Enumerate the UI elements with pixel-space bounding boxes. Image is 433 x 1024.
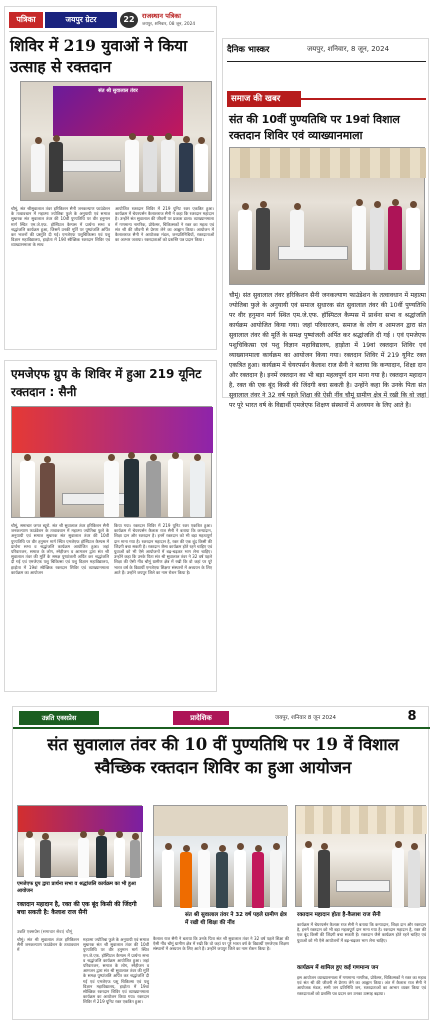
samachar-headline: एमजेएफ ग्रुप के शिविर में हुआ 219 यूनिट रक्तदान : सैनी: [11, 367, 202, 399]
photo-banner-text: संत श्री सुवालाल तंवर: [98, 88, 138, 94]
patrika-body-col1: चौमूं. संत श्रीसुवालाल तंवर हरिकिशन सैनी जनकल्याण फाउंडेशन के तत्वावधान में महात्मा ज्योतिबा फुले के अनुयायी एवं समाज सुधारक संत सुवालाल तंवर की 10वीं पुण्यतिथि पर वीर हनुमान मार्ग स्थित एम.जे.एफ. हॉस्पिटल कैम्पस में प्रार्थना सभा व श्रद्धांजलि कार्यक्रम हुआ, जिसमें उनकी मूर्ति पर पुष्पांजलि अर्पित कर भजनों की प्रस्तुति दी गई। एमजेएफ पशुचिकित्सा एवं पशु विज्ञान महाविद्यालय, हाड़ोता में 19वें स्वैच्छिक रक्तदान शिविर एवं व्याख्यानमाला के साथ: [11, 206, 110, 248]
samachar-photo: [11, 406, 212, 518]
photo-person: [180, 852, 192, 908]
samachar-body-col2: किया गया। रक्तदान शिविर में 219 यूनिट रक्त एकत्रित हुआ। कार्यक्रम में चेयरपर्सन कैलाश राज सैनी ने बताया कि कन्यादान, शिक्षा दान और रक्तदान है। इनमें रक्तदान को भी बड़ा महत्वपूर्ण दान माना गया है। रक्तदान महादान है, रक्त की एक बूंद किसी की जिंदगी बचा सकती है। रक्तदान जैसा कार्यक्रम होते रहने चाहिए एवं युवाओं को भी ऐसे आयोजनों में बढ़-चढ़कर भाग लेना चाहिए। उन्होंने कहा कि उनके पिता संत श्री सुवालाल तंवर ने 32 वर्ष पहले शिक्षा की ऐसी नींव चौमूं ग्रामीण क्षेत्र में रखी कि वो जहां पर पूरे भारत वर्ष के विद्यार्थी एमजेएफ शिक्षण संस्थानों में अध्ययन के लिए आते हैं। उन्होंने जयपुर जिले का नाम रोशन किया है।: [114, 523, 212, 575]
photo-person: [198, 850, 210, 908]
unnati-section-tag: प्रादेशिक: [173, 711, 229, 725]
unnati-body-col1: चौमूं। संत श्री सुवालाल तंवर हरिकिशन सैनी जनकल्याण फाउंडेशन के तत्वावधान में: [17, 937, 79, 953]
photo-person: [124, 459, 139, 517]
photo-person: [290, 210, 304, 250]
patrika-paper-name: राजस्थान पत्रिका: [142, 12, 181, 20]
unnati-caption-1: एमजेएफ ग्रुप द्वारा प्रार्थना सभा व श्रद्धांजलि कार्यक्रम का भी हुआ आयोजन: [17, 881, 136, 894]
photo-tent: [296, 806, 427, 834]
unnati-photo-middle: [153, 805, 287, 907]
unnati-body-col4: कार्यक्रम में चेयरपर्सन कैलाश राज सैनी ने बताया कि कन्यादान, शिक्षा दान और रक्तदान है, इनमें रक्तदान को भी बड़ा महत्वपूर्ण दान माना गया है। रक्तदान महादान है, रक्त की एक बूंद किसी की जिंदगी बचा सकती है। रक्तदान जैसे कार्यक्रम होते रहने चाहिए एवं युवाओं को भी ऐसे आयोजनों में बढ़-चढ़कर भाग लेना चाहिए।: [297, 922, 426, 943]
clip-samachar-jagat: [4, 360, 217, 692]
bhaskar-section-tag: समाज की खबर: [227, 91, 301, 107]
photo-person: [114, 838, 125, 878]
unnati-logo: उन्नति एक्सप्रेस: [19, 711, 99, 725]
photo-person: [352, 206, 366, 270]
unnati-body-col3: कैलाश राज सैनी ने बताया कि उनके पिता संत श्री सुवालाल तंवर ने 32 वर्ष पहले शिक्षा की ऐसी नींव चौमूं ग्रामीण क्षेत्र में रखी कि वो जहां पर पूरे भारत वर्ष के विद्यार्थी एमजेएफ शिक्षण संस्थानों में अध्ययन के लिए आते हैं। उन्होंने जयपुर जिले का नाम रोशन किया है।: [153, 936, 289, 952]
unnati-photo-left: [17, 805, 142, 877]
photo-person: [179, 143, 193, 192]
photo-person: [104, 461, 119, 517]
photo-person: [78, 838, 89, 878]
bhaskar-date: जयपुर, शनिवार, 8 जून, 2024: [307, 45, 390, 53]
clip-patrika: [4, 6, 217, 350]
unnati-subhead-1: रक्तदान महादान है, रक्त की एक बूंद किसी की जिंदगी बचा सकती है: कैलाश राज सैनी: [17, 901, 137, 916]
samachar-body-col1: चौमूं, समाचार जगत ब्यूरो. संत श्री सुवालाल तंवर हरिकिशन सैनी जनकल्याण फाउंडेशन के तत्वावधान में महात्मा ज्योतिबा फुले के अनुयायी एवं समाज सुधारक संत सुवालाल तंवर की 10वीं पुण्यतिथि पर वीर हनुमान मार्ग स्थित एमजेएफ हॉस्पिटल कैम्पस में प्रार्थना सभा व श्रद्धांजलि कार्यक्रम आयोजित हुआ। जहां परिवारजन, समाज के लोग, स्नेहीजन व आमजन द्वारा संत श्री सुवालाल तंवर की मूर्ति के समक्ष पुष्पांजली अर्पित कर श्रद्धांजलि दी गई एवं एमजेएफ पशु चिकित्सा एवं पशु विज्ञान महाविद्यालय, हाड़ोता में 19वां स्वैच्छिक रक्तदान शिविर एवं व्याख्यानमाला कार्यक्रम का आयोजन: [11, 523, 109, 575]
photo-bed: [61, 160, 121, 172]
photo-person: [238, 210, 252, 270]
photo-person: [190, 461, 205, 517]
bhaskar-headline: संत की 10वीं पुण्यतिथि पर 19वां विशाल रक्तदान शिविर एवं व्याख्यानमाला: [229, 113, 400, 142]
unnati-headline: संत सुवालाल तंवर की 10 वीं पुण्यतिथि पर 19 वें विशाल स्वैच्छिक रक्तदान शिविर का हुआ आयोजन: [47, 735, 399, 777]
unnati-body-col5: इस आयोजन व्याख्यानमाला में गणमान्य नागरिक, प्रोफेसर, चिकित्सकों ने रक्त का महत्व एवं संत श्री की जीवनी से प्रेरणा लेने का आह्वान किया। अंत में कैलाश राज सैनी ने आयोजक मंडल, सभी जन प्रतिनिधि जन, रक्तदाताओं का आभार व्यक्त किया एवं रक्तदाताओं को प्रशस्ति पत्र प्रदान कर उनका उत्साह बढ़ाया।: [297, 975, 426, 996]
patrika-page-number: 22: [120, 12, 138, 28]
photo-person: [252, 852, 264, 908]
photo-person: [40, 840, 51, 878]
photo-person: [161, 140, 175, 192]
unnati-photo-right: [295, 805, 426, 907]
photo-backdrop-banner: [12, 407, 213, 453]
unnati-date: जयपुर, शनिवार 8 जून 2024: [275, 715, 336, 721]
photo-person: [302, 848, 314, 908]
photo-person: [408, 850, 420, 908]
patrika-masthead: [9, 10, 214, 32]
patrika-date: जयपुर, शनिवार, 08 जून, 2024: [142, 22, 196, 27]
photo-person: [125, 140, 139, 192]
unnati-byline: उन्नति एक्सप्रेस (समाचार सेवा) चौमूं: [17, 930, 73, 935]
unnati-subhead-4: कार्यक्रम में शामिल हुए कई गणमान्य जन: [297, 965, 379, 971]
photo-building: [154, 806, 288, 836]
unnati-page-number: 8: [407, 709, 417, 724]
photo-person: [130, 840, 140, 878]
photo-bed: [336, 880, 390, 892]
bhaskar-logo: दैनिक भास्कर: [227, 45, 270, 55]
photo-person: [216, 852, 228, 908]
photo-person: [96, 836, 107, 878]
photo-bed: [278, 246, 348, 260]
photo-person: [162, 850, 174, 908]
photo-person: [270, 850, 282, 908]
photo-person: [256, 208, 270, 270]
patrika-body-col2: आयोजित रक्तदान शिविर में 219 यूनिट रक्त एकत्रित हुआ। कार्यक्रम में चेयरपर्सन कैलाशराज सैनी ने कहा कि रक्तदान महादान है। उन्होंने संत सुवालाल की जीवनी पर प्रकाश डाला। व्याख्यानमाला में गणमान्य नागरिक, प्रोफेसर, चिकित्सकों ने रक्त का महत्व एवं संत श्री की जीवनी से प्रेरणा लेने का आह्वान किया। आयोजन में कैलाशराज सैनी ने आयोजक मंडल, जनप्रतिनिधियों, रक्तदाताओं का आभार जताया। रक्तदाताओं को प्रशस्ति पत्र प्रदान किया।: [115, 206, 214, 243]
clip-bhaskar: [222, 38, 429, 409]
photo-person: [40, 463, 55, 517]
photo-person: [168, 459, 183, 517]
patrika-headline: शिविर में 219 युवाओं ने किया उत्साह से रक्तदान: [10, 36, 188, 76]
unnati-subhead-3: रक्तदान महादान होता है-कैलाश राज सैनी: [297, 912, 381, 918]
unnati-masthead: [13, 707, 430, 729]
photo-person: [234, 850, 246, 908]
bhaskar-section-rule: [301, 98, 426, 100]
photo-person: [20, 461, 35, 517]
photo-person: [388, 206, 402, 270]
photo-person: [31, 144, 45, 192]
photo-person: [143, 142, 157, 192]
patrika-city: जयपुर ग्रेटर: [45, 12, 117, 28]
photo-person: [195, 144, 208, 192]
photo-person: [318, 850, 330, 908]
bhaskar-body: चौमूं। संत सुवालाल तंवर हरिकिशन सैनी जनकल्याण फाउंडेशन के तत्वावधान में महात्मा ज्योतिबा फुले के अनुयायी एवं समाज सुधारक संत सुवालाल तंवर की 10वीं पुण्यतिथि पर वीर हनुमान मार्ग स्थित एम.जे.एफ. हॉस्पिटल कैम्पस में प्रार्थना सभा व श्रद्धांजलि कार्यक्रम आयोजित किया गया। जहां परिवारजन, समाज के लोग व आमजन द्वारा संत सुवालाल तंवर की मूर्ति के समक्ष पुष्पांजली अर्पित कर श्रद्धांजलि दी गई । एवं एमजेएफ पशुचिकित्सा एवं पशु विज्ञान महाविद्यालय, हाड़ोता में 19वां रक्तदान शिविर एवं व्याख्यानमाला कार्यक्रम का आयोजन किया गया। रक्तदान शिविर में 219 यूनिट रक्त एकत्रित हुआ। कार्यक्रम में चेयरपर्सन कैलाश राज सैनी ने बताया कि कन्यादान, शिक्षा दान और रक्तदान है। इनमें रक्तदान का भी बड़ा महत्वपूर्ण दान माना गया है। रक्तदान महादान है, रक्त की एक बूंद किसी की जिंदगी बचा सकती है। उन्होंने कहा कि उनके पिता संत सुवालाल तंवर ने 32 वर्ष पहले शिक्षा की ऐसी नींव चौमूं ग्रामीण क्षेत्र में रखी कि वो जहां पर पूरे भारत वर्ष के विद्यार्थी एमजेएफ शिक्षण संस्थानों में अध्ययन के लिए आते है।: [229, 292, 426, 409]
patrika-logo: पत्रिका: [9, 12, 43, 28]
photo-person: [406, 208, 420, 270]
unnati-subhead-2: संत श्री सुवालाल तंवर ने 32 वर्ष पहले ग्रामीण क्षेत्र में रखी थी शिक्षा की नींव: [185, 912, 287, 926]
unnati-body-col2: महात्मा ज्योतिबा फुले के अनुयायी एवं समाज सुधारक संत श्री सुवालाल तंवर की 10वीं पुण्यतिथि पर वीर हनुमान मार्ग स्थित एम.जे.एफ. हॉस्पिटल कैम्पस में प्रार्थना सभा व श्रद्धांजलि कार्यक्रम आयोजित हुआ। जहां परिवारजन, समाज के लोग, स्नेहीजन व आमजन द्वारा संत श्री सुवालाल तंवर की मूर्ति के समक्ष पुष्पांजलि अर्पित कर श्रद्धांजलि दी गई एवं एमजेएफ पशु चिकित्सा एवं पशु विज्ञान महाविद्यालय, हाड़ोता में 19वां स्वैच्छिक रक्तदान शिविर एवं व्याख्यानमाला कार्यक्रम का आयोजन किया गया। रक्तदान शिविर में 219 यूनिट रक्त एकत्रित हुआ।: [83, 937, 149, 1005]
clip-unnati-express: [12, 706, 429, 1020]
photo-person: [24, 838, 35, 878]
photo-person: [49, 142, 63, 192]
photo-tent: [230, 148, 426, 178]
bhaskar-photo: [229, 147, 425, 285]
photo-person: [392, 848, 404, 908]
photo-backdrop-banner: [18, 806, 143, 832]
photo-person: [146, 461, 161, 517]
bhaskar-masthead: [227, 42, 426, 62]
patrika-photo: [20, 81, 212, 201]
photo-person: [370, 208, 384, 270]
